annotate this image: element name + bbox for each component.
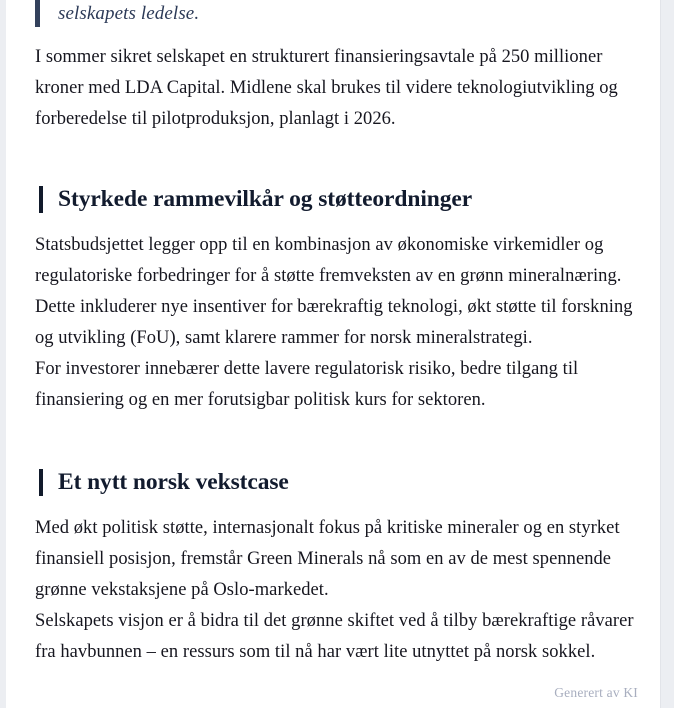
section-2-paragraph-1: Med økt politisk støtte, internasjonalt fokus på kritiske mineraler og en styrket finansiell posisjon, fremstår Green Minerals nå som en av de mest spennende grønne vekstaksjene på Oslo-markedet. [35,518,620,600]
article-footer [35,684,638,702]
quote-accent-bar [35,0,40,27]
section-heading-1-label: Styrkede rammevilkår og støtteordninger [58,186,473,212]
section-heading-1 [35,183,639,215]
section-1-paragraph-1: Statsbudsjettet legger opp til en kombinasjon av økonomiske virkemidler og regulatoriske forbedringer for å støtte fremveksten av en grønn mineralnæring. Dette inkluderer nye insentiver for bærekraftig teknologi, økt støtte til forskning og utvikling (FoU), samt klarere rammer for norsk mineralstrategi. [35,235,633,348]
pullquote-text: selskapets ledelse. [58,3,200,24]
intro-paragraph: I sommer sikret selskapet en strukturert finansieringsavtale på 250 millioner kroner med LDA Capital. Midlene skal brukes til videre teknologiutvikling og forberedelse til pilotproduksjon, planlagt i 2026. [35,47,618,129]
heading-accent-bar [39,469,43,496]
heading-accent-bar [39,186,43,213]
pullquote [35,0,639,22]
section-heading-2-label: Et nytt norsk vekstcase [58,469,289,495]
article-body [35,0,639,668]
section-heading-2 [35,466,639,498]
section-2-paragraph-2: Selskapets visjon er å bidra til det grønne skiftet ved å tilby bærekraftige råvarer fra havbunnen – en ressurs som til nå har vært lite utnyttet på norsk sokkel. [35,611,634,662]
section-1-paragraph-2: For investorer innebærer dette lavere regulatorisk risiko, bedre tilgang til finansiering og en mer forutsigbar politisk kurs for sektoren. [35,359,579,410]
ai-credit-label: Generert av KI [554,685,638,700]
article-card [6,0,661,708]
